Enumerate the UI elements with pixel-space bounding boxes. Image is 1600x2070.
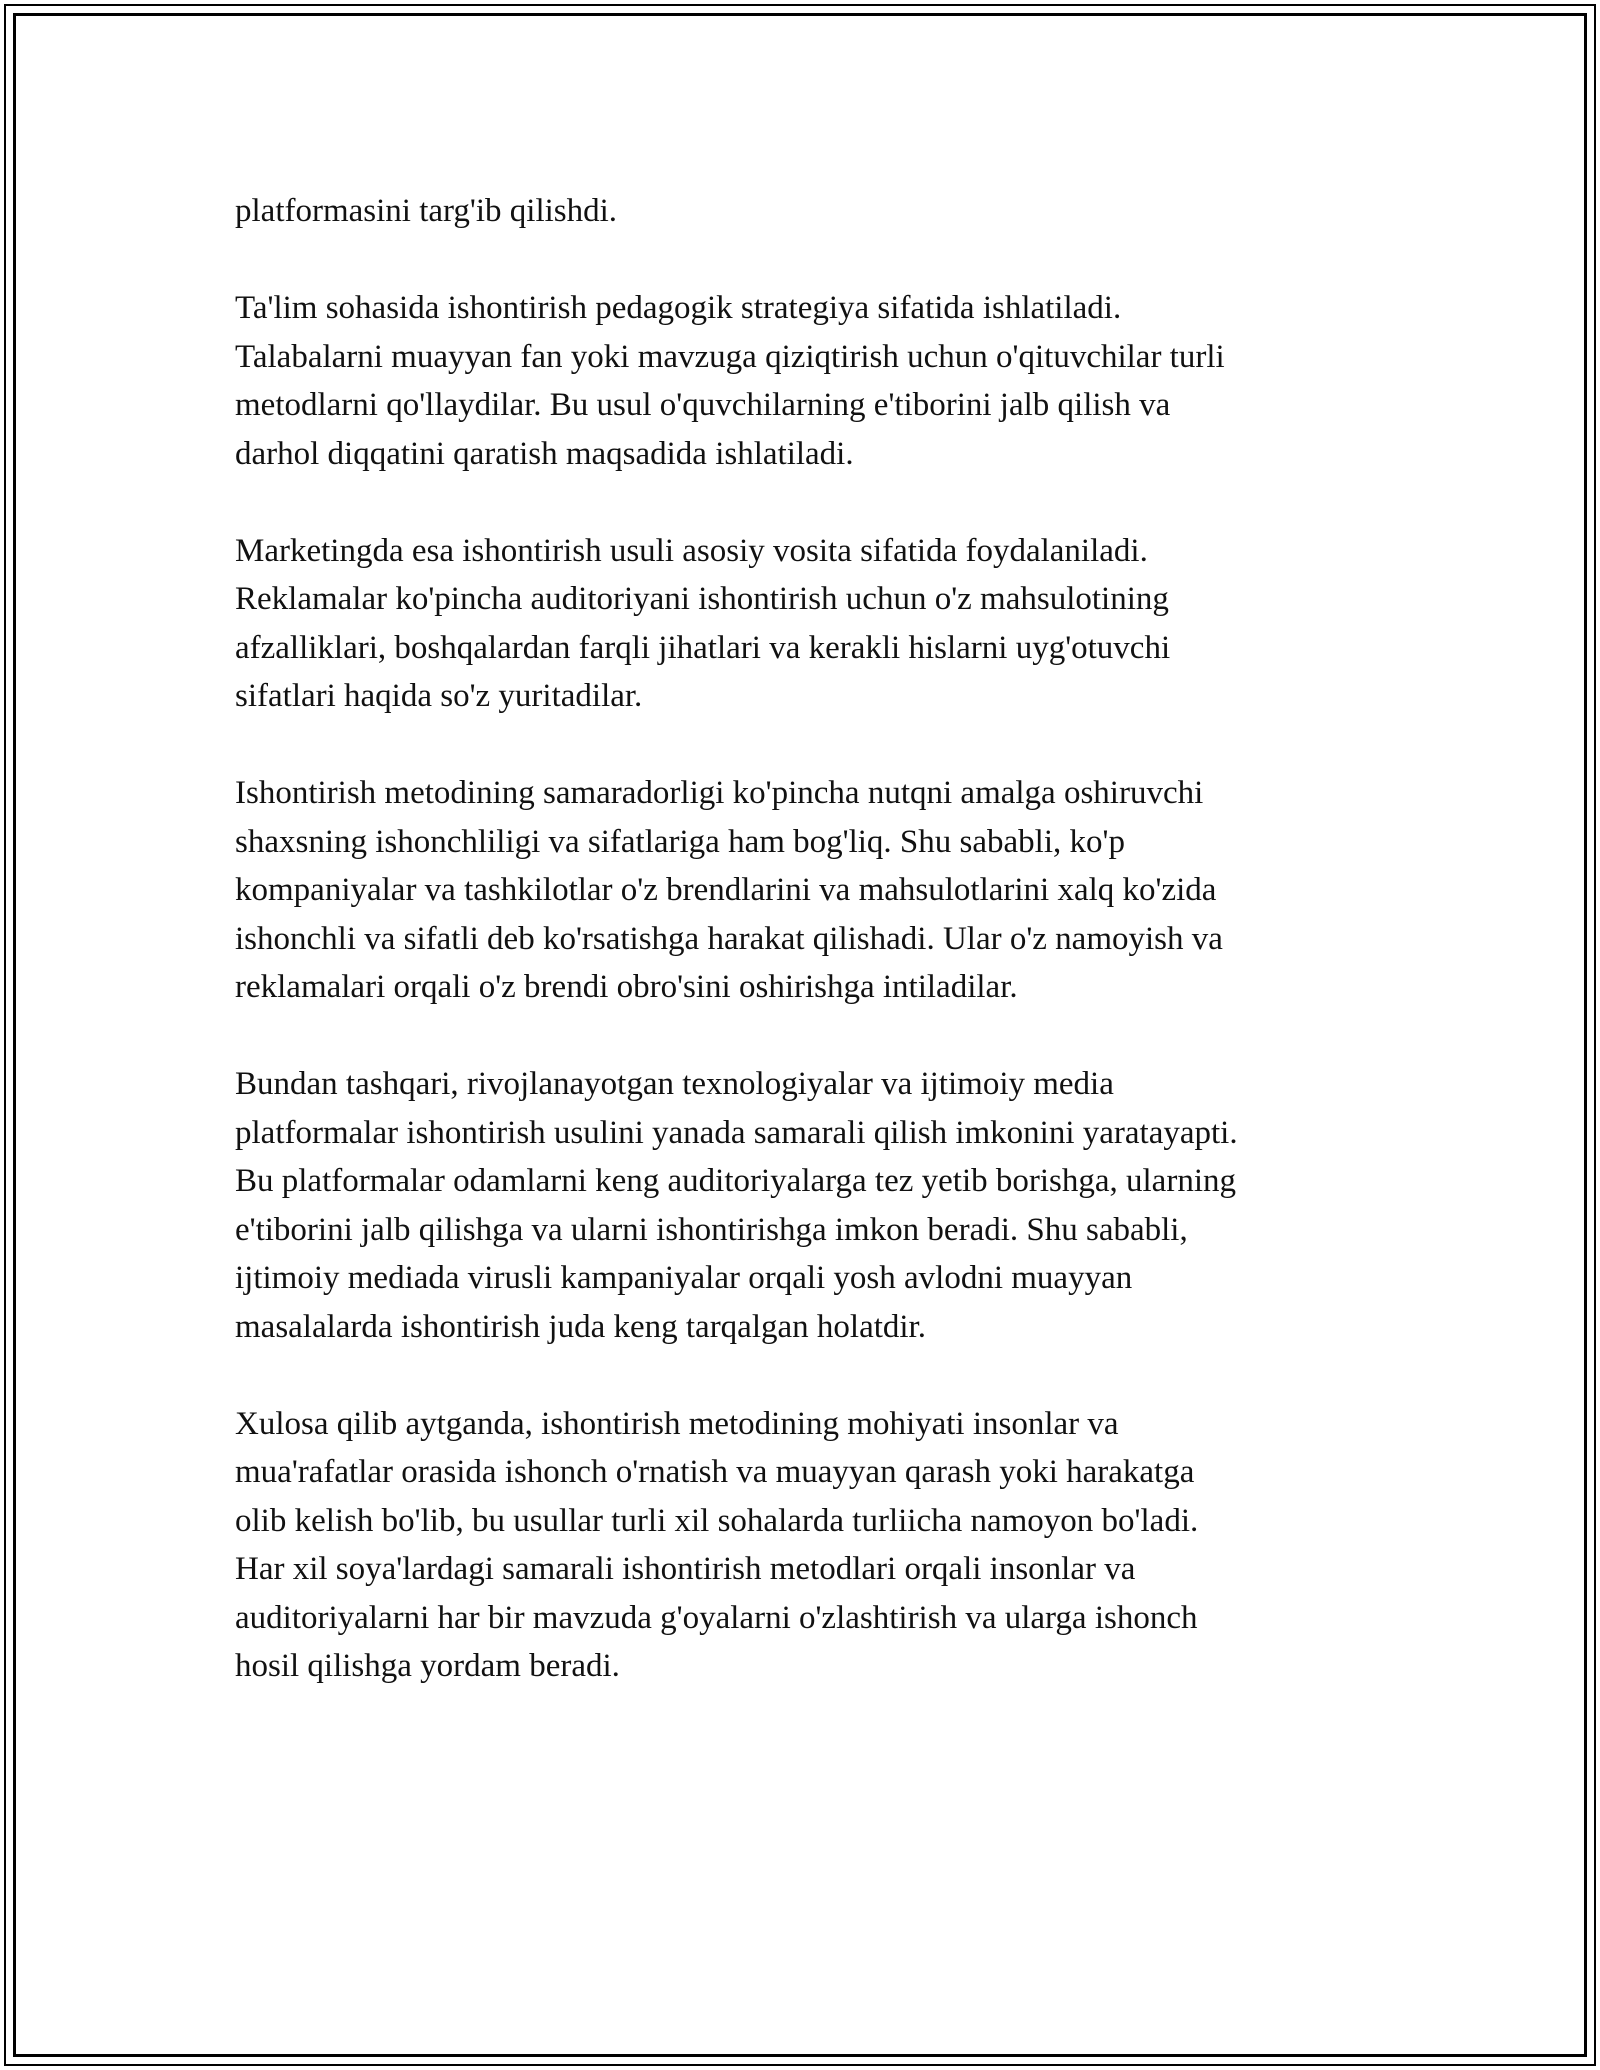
text-line: ishonchli va sifatli deb ko'rsatishga harakat qilishadi. Ular o'z namoyish va xyxy=(235,920,1223,957)
text-line: kompaniyalar va tashkilotlar o'z brendlarini va mahsulotlarini xalq ko'zida xyxy=(235,872,1217,908)
text-line: Reklamalar ko'pincha auditoriyani ishontirish uchun o'z mahsulotining xyxy=(235,581,1169,617)
document-body xyxy=(235,187,1365,1691)
text-line: Talabalarni muayyan fan yoki mavzuga qiziqtirish uchun o'qituvchilar turli xyxy=(235,338,1225,375)
text-line: darhol diqqatini qaratish maqsadida ishlatiladi. xyxy=(235,435,854,472)
text-line: Ishontirish metodining samaradorligi ko'pincha nutqni amalga oshiruvchi xyxy=(235,775,1204,811)
text-line: ijtimoiy mediada virusli kampaniyalar orqali yosh avlodni muayyan xyxy=(235,1260,1133,1296)
text-line: mua'rafatlar orasida ishonch o'rnatish va muayyan qarash yoki harakatga xyxy=(235,1454,1195,1490)
text-line: masalalarda ishontirish juda keng tarqalgan holatdir. xyxy=(235,1308,926,1345)
text-line: Marketingda esa ishontirish usuli asosiy vosita sifatida foydalaniladi. xyxy=(235,532,1148,569)
paragraph-3 xyxy=(235,527,1365,721)
text-line: Bundan tashqari, rivojlanayotgan texnologiyalar va ijtimoiy media xyxy=(235,1066,1114,1102)
text-line: platformasini targ'ib qilishdi. xyxy=(235,193,618,229)
text-line: Bu platformalar odamlarni keng auditoriyalarga tez yetib borishga, ularning xyxy=(235,1163,1236,1199)
text-line: Har xil soya'lardagi samarali ishontirish metodlari orqali insonlar va xyxy=(235,1551,1136,1587)
paragraph-5 xyxy=(235,1060,1365,1351)
paragraph-1 xyxy=(235,187,1365,236)
text-line: auditoriyalarni har bir mavzuda g'oyalarni o'zlashtirish va ularga ishonch xyxy=(235,1599,1198,1636)
text-line: shaxsning ishonchliligi va sifatlariga ham bog'liq. Shu sababli, ko'p xyxy=(235,823,1125,860)
text-line: e'tiborini jalb qilishga va ularni ishontirishga imkon beradi. Shu sababli, xyxy=(235,1211,1188,1248)
text-line: metodlarni qo'llaydilar. Bu usul o'quvchilarning e'tiborini jalb qilish va xyxy=(235,387,1171,423)
text-line: Xulosa qilib aytganda, ishontirish metodining mohiyati insonlar va xyxy=(235,1405,1119,1442)
text-line: olib kelish bo'lib, bu usullar turli xil sohalarda turliicha namoyon bo'ladi. xyxy=(235,1502,1199,1539)
text-line: afzalliklari, boshqalardan farqli jihatlari va kerakli hislarni uyg'otuvchi xyxy=(235,629,1171,666)
text-line: platformalar ishontirish usulini yanada samarali qilish imkonini yaratayapti. xyxy=(235,1114,1238,1151)
paragraph-4 xyxy=(235,769,1365,1012)
text-line: sifatlari haqida so'z yuritadilar. xyxy=(235,678,643,714)
paragraph-2 xyxy=(235,284,1365,478)
paragraph-6 xyxy=(235,1400,1365,1691)
text-line: Ta'lim sohasida ishontirish pedagogik strategiya sifatida ishlatiladi. xyxy=(235,290,1122,326)
text-line: reklamalari orqali o'z brendi obro'sini oshirishga intiladilar. xyxy=(235,969,1018,1005)
text-line: hosil qilishga yordam beradi. xyxy=(235,1648,620,1684)
